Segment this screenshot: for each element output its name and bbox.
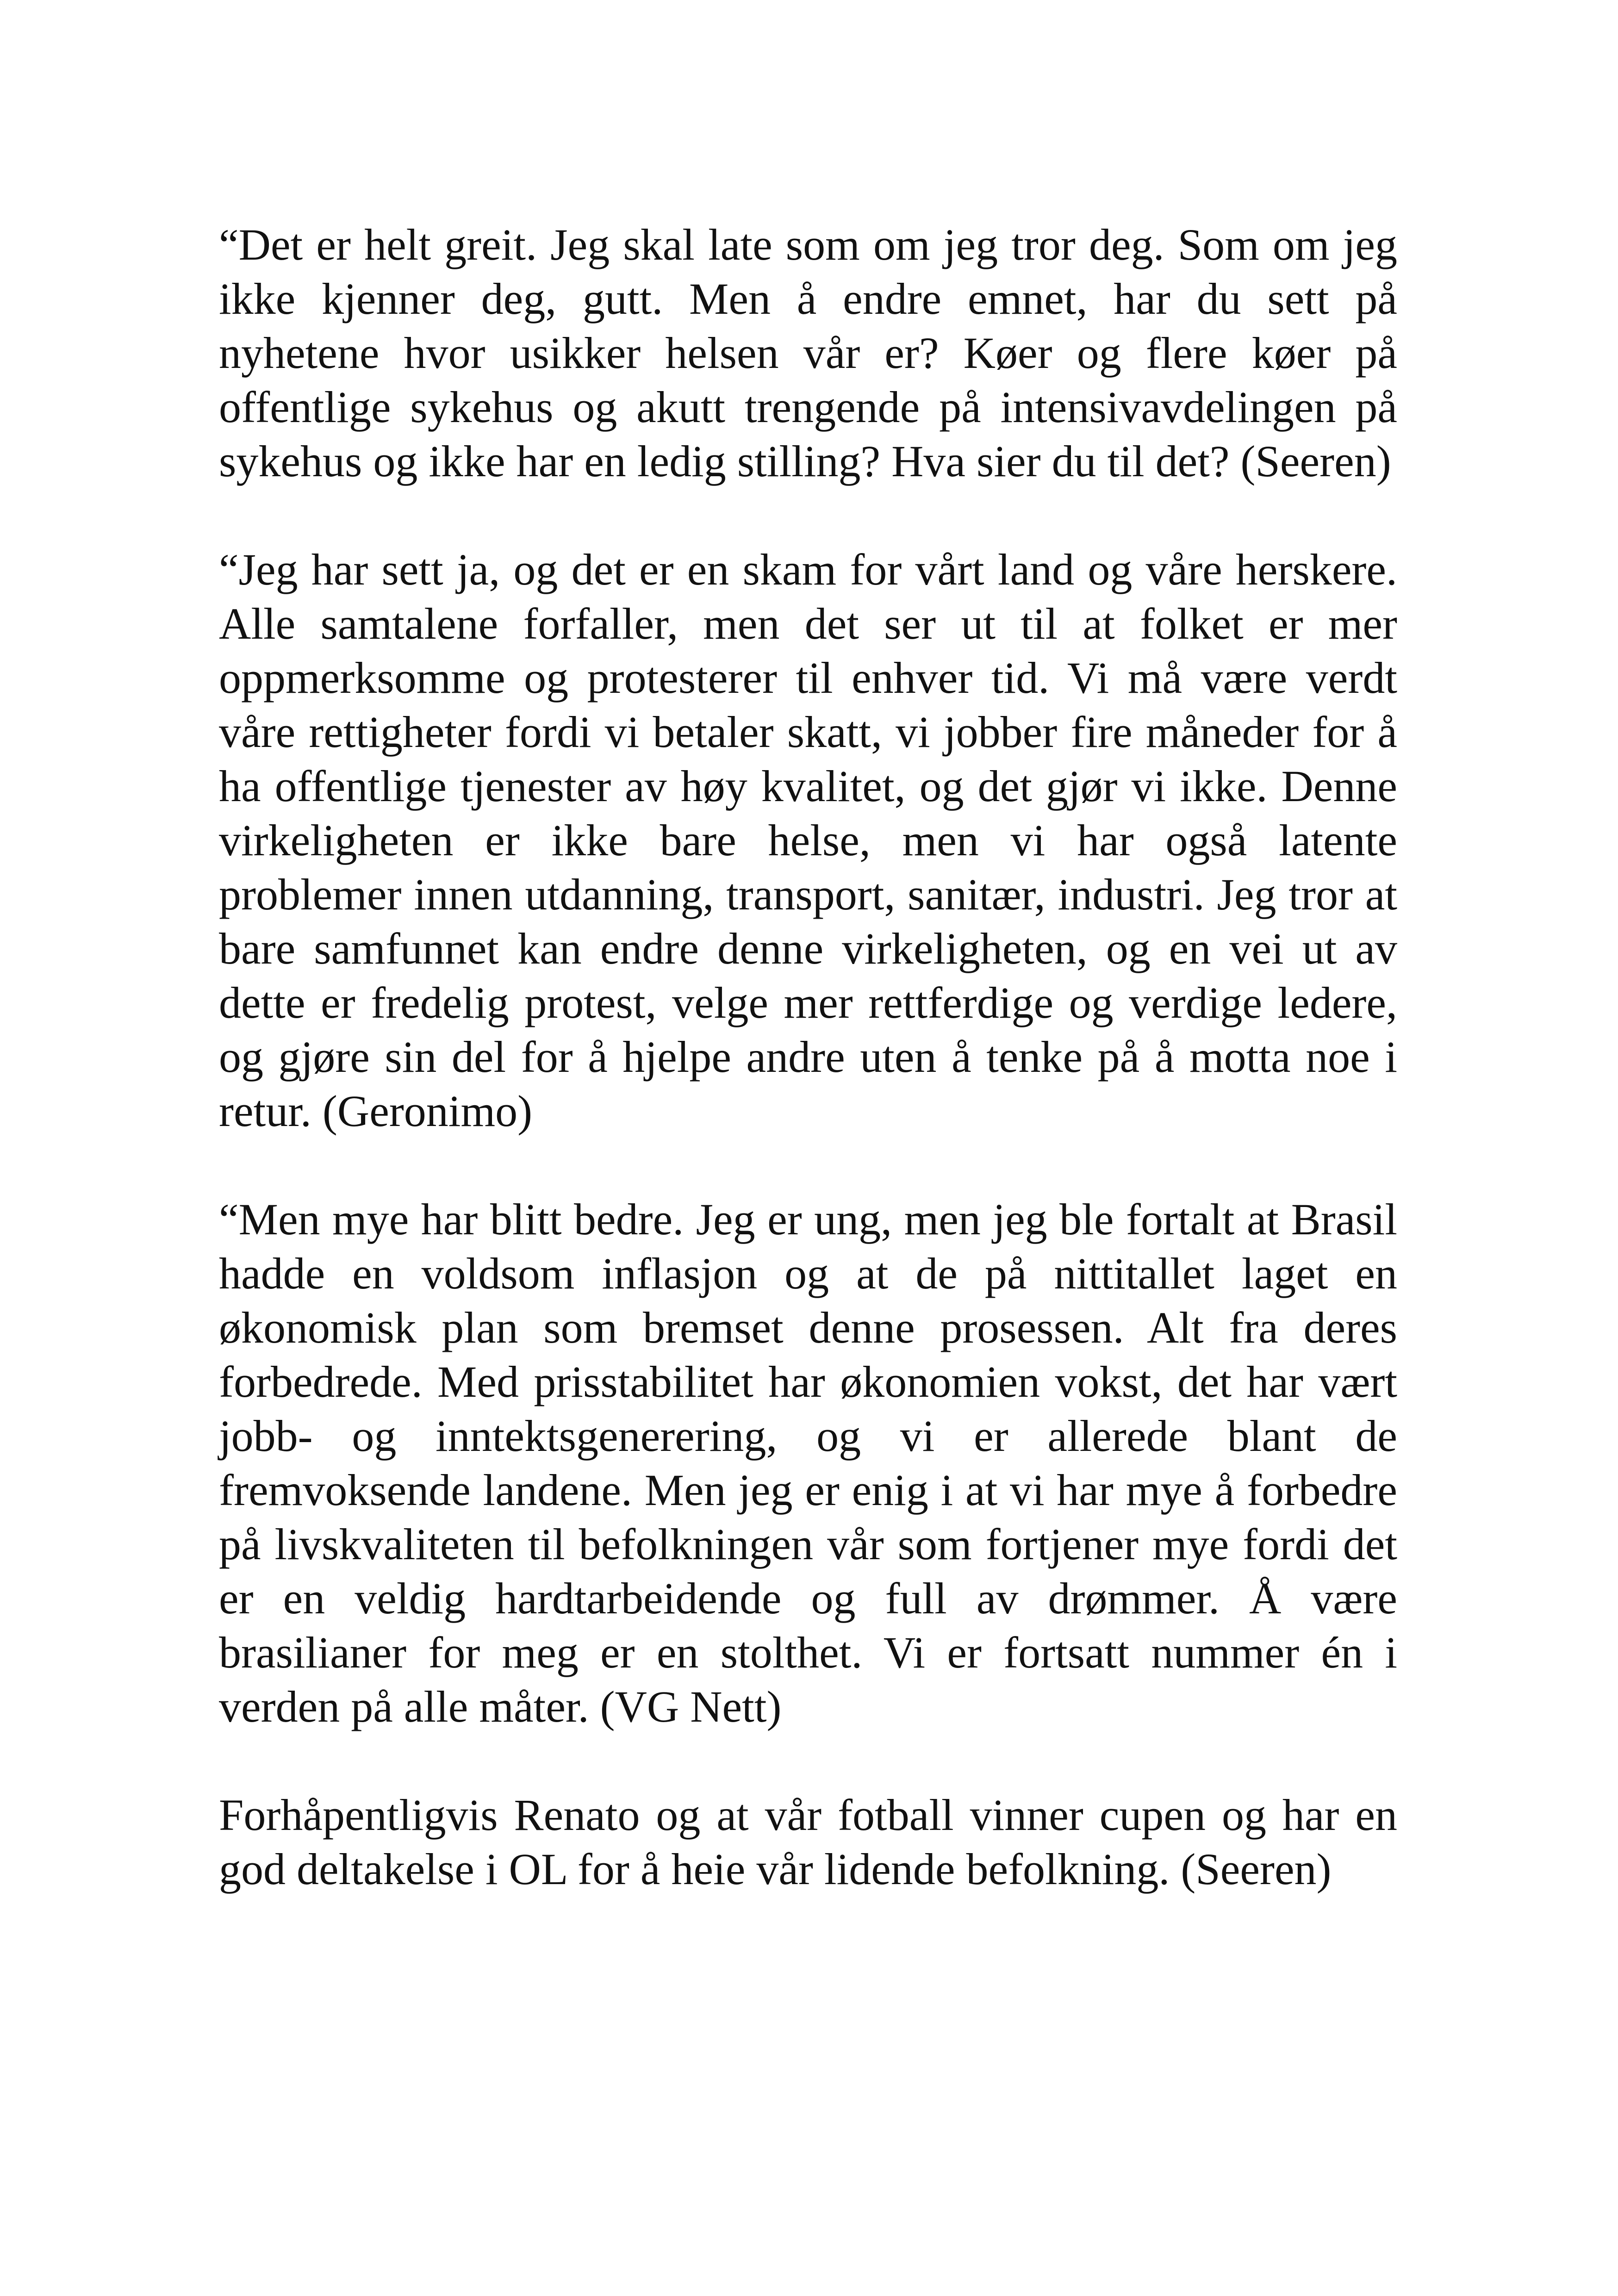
paragraph-seeren-2: Forhåpentligvis Renato og at vår fotball vinner cupen og har en god deltakelse i OL for å heie vår lidende befolkning. (Seeren): [219, 1790, 1397, 1894]
body-text: [219, 218, 1397, 1896]
paragraph-vg-nett: “Men mye har blitt bedre. Jeg er ung, men jeg ble fortalt at Brasil hadde en voldsom inflasjon og at de på nittitallet laget en økonomisk plan som bremset denne prosessen. Alt fra deres forbedrede. Med prisstabilitet har økonomien vokst, det har vært jobb- og inntektsgenerering, og vi er allerede blant de fremvoksende landene. Men jeg er enig i at vi har mye å forbedre på livskvaliteten til befolkningen vår som fortjener mye fordi det er en veldig hardtarbeidende og full av drømmer. Å være brasilianer for meg er en stolthet. Vi er fortsatt nummer én i verden på alle måter. (VG Nett): [219, 1195, 1397, 1731]
paragraph-geronimo: “Jeg har sett ja, og det er en skam for vårt land og våre herskere. Alle samtalene forfaller, men det ser ut til at folket er mer oppmerksomme og protesterer til enhver tid. Vi må være verdt våre rettigheter fordi vi betaler skatt, vi jobber fire måneder for å ha offentlige tjenester av høy kvalitet, og det gjør vi ikke. Denne virkeligheten er ikke bare helse, men vi har også latente problemer innen utdanning, transport, sanitær, industri. Jeg tror at bare samfunnet kan endre denne virkeligheten, og en vei ut av dette er fredelig protest, velge mer rettferdige og verdige ledere, og gjøre sin del for å hjelpe andre uten å tenke på å motta noe i retur. (Geronimo): [219, 545, 1397, 1136]
paragraph-seeren-1: “Det er helt greit. Jeg skal late som om jeg tror deg. Som om jeg ikke kjenner deg, gutt. Men å endre emnet, har du sett på nyhetene hvor usikker helsen vår er? Køer og flere køer på offentlige sykehus og akutt trengende på intensivavdelingen på sykehus og ikke har en ledig stilling? Hva sier du til det? (Seeren): [219, 220, 1397, 486]
